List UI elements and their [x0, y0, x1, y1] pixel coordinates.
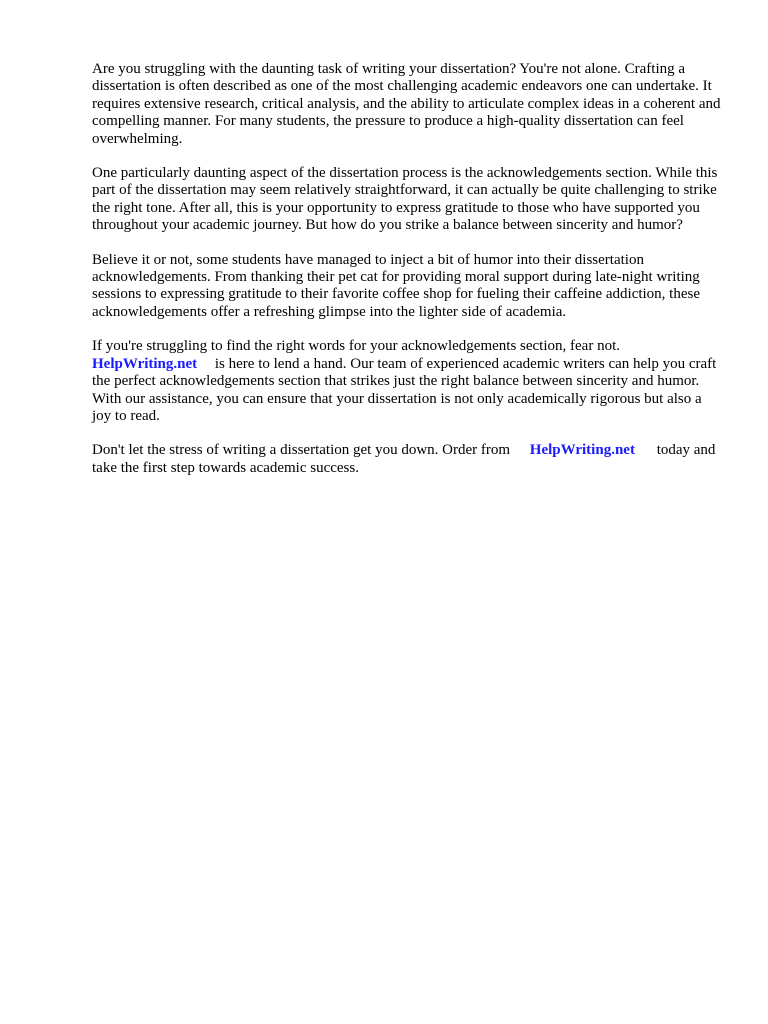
paragraph-call-to-action-lead: Don't let the stress of writing a dissertation get you down. Order from	[92, 442, 511, 459]
document-body	[92, 61, 722, 494]
paragraph-call-to-action	[92, 442, 722, 477]
paragraph-service-offer-rest: is here to lend a hand. Our team of experienced academic writers can help you craft the perfect acknowledgements section that strikes just the right balance between sincerity and humor. With our assistance, you can ensure that your dissertation is not only academically rigorous but also a joy to read.	[92, 355, 717, 424]
paragraph-service-offer	[92, 338, 722, 425]
paragraph-humor-examples: Believe it or not, some students have managed to inject a bit of humor into their dissertation acknowledgements. From thanking their pet cat for providing moral support during late-night writing sessions to expressing gratitude to their favorite coffee shop for fueling their caffeine addiction, these acknowledgements offer a refreshing glimpse into the lighter side of academia.	[92, 251, 701, 320]
paragraph-service-offer-lead: If you're struggling to find the right words for your acknowledgements section, fear not.	[92, 338, 620, 355]
helpwriting-link[interactable]: HelpWriting.net	[92, 355, 198, 372]
helpwriting-order-link[interactable]: HelpWriting.net	[529, 442, 635, 459]
paragraph-intro: Are you struggling with the daunting task of writing your dissertation? You're not alone. Crafting a dissertation is often described as one of the most challenging academic endeavors one can undertake. It requires extensive research, critical analysis, and the ability to articulate complex ideas in a coherent and compelling manner. For many students, the pressure to produce a high-quality dissertation can feel overwhelming.	[92, 61, 721, 147]
paragraph-acknowledgements-challenge: One particularly daunting aspect of the dissertation process is the acknowledgements section. While this part of the dissertation may seem relatively straightforward, it can actually be quite challenging to strike the right tone. After all, this is your opportunity to express gratitude to those who have supported you throughout your academic journey. But how do you strike a balance between sincerity and humor?	[92, 165, 718, 234]
paragraph-call-to-action-rest: today and take the first step towards academic success.	[92, 442, 716, 476]
